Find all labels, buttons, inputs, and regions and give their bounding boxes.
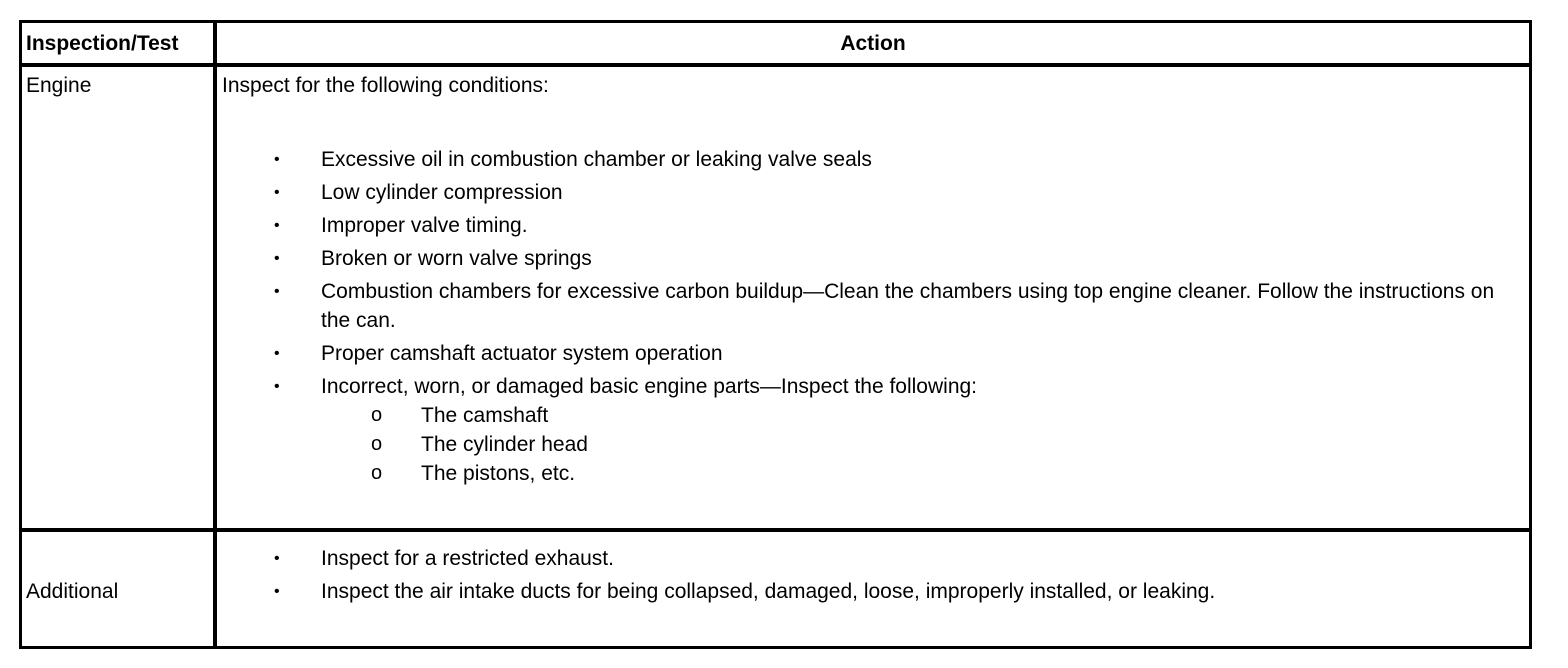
list-item xyxy=(222,544,1522,573)
row-label-engine: Engine xyxy=(26,74,92,97)
bullet-icon: • xyxy=(274,283,280,300)
header-row-divider xyxy=(22,63,1529,67)
sub-list-item xyxy=(321,401,1522,430)
sub-list-item-text: The camshaft xyxy=(421,404,549,427)
bullet-icon: • xyxy=(274,378,280,395)
list-item xyxy=(222,145,1522,174)
bullet-icon: • xyxy=(274,217,280,234)
list-item-text: Incorrect, worn, or damaged basic engine parts—Inspect the following: xyxy=(321,375,978,398)
list-item-text: Proper camshaft actuator system operation xyxy=(321,342,723,365)
sub-bullet-icon: o xyxy=(371,404,383,426)
column-divider xyxy=(213,23,217,646)
list-item-text: Inspect for a restricted exhaust. xyxy=(321,547,614,570)
engine-conditions-list xyxy=(222,145,1522,488)
bullet-icon: • xyxy=(274,184,280,201)
bullet-icon: • xyxy=(274,345,280,362)
engine-intro-text: Inspect for the following conditions: xyxy=(222,74,549,97)
engine-parts-sublist xyxy=(321,401,1522,488)
header-inspection-test: Inspection/Test xyxy=(26,32,179,55)
row-divider xyxy=(22,528,1529,532)
inspection-table xyxy=(19,20,1532,649)
list-item xyxy=(222,339,1522,368)
row-label-additional: Additional xyxy=(26,580,119,603)
bullet-icon: • xyxy=(274,583,280,600)
bullet-icon: • xyxy=(274,250,280,267)
list-item xyxy=(222,277,1522,335)
list-item xyxy=(222,178,1522,207)
sub-list-item-text: The pistons, etc. xyxy=(421,462,576,485)
list-item xyxy=(222,372,1522,488)
list-item-text: Improper valve timing. xyxy=(321,214,528,237)
list-item xyxy=(222,244,1522,273)
list-item xyxy=(222,211,1522,240)
sub-bullet-icon: o xyxy=(371,433,383,455)
list-item-text: Low cylinder compression xyxy=(321,181,563,204)
list-item-text: Combustion chambers for excessive carbon buildup—Clean the chambers using top engine cleaner. Follow the instructions on the can. xyxy=(321,280,1495,332)
sub-list-item xyxy=(321,430,1522,459)
bullet-icon: • xyxy=(274,151,280,168)
header-action: Action xyxy=(840,32,906,55)
additional-checks-list xyxy=(222,544,1522,610)
list-item-text: Broken or worn valve springs xyxy=(321,247,592,270)
sub-bullet-icon: o xyxy=(371,462,383,484)
sub-list-item xyxy=(321,459,1522,488)
list-item-text: Inspect the air intake ducts for being collapsed, damaged, loose, improperly installed, or leaking. xyxy=(321,580,1216,603)
sub-list-item-text: The cylinder head xyxy=(421,433,588,456)
list-item-text: Excessive oil in combustion chamber or leaking valve seals xyxy=(321,148,872,171)
bullet-icon: • xyxy=(274,550,280,567)
list-item xyxy=(222,577,1522,606)
